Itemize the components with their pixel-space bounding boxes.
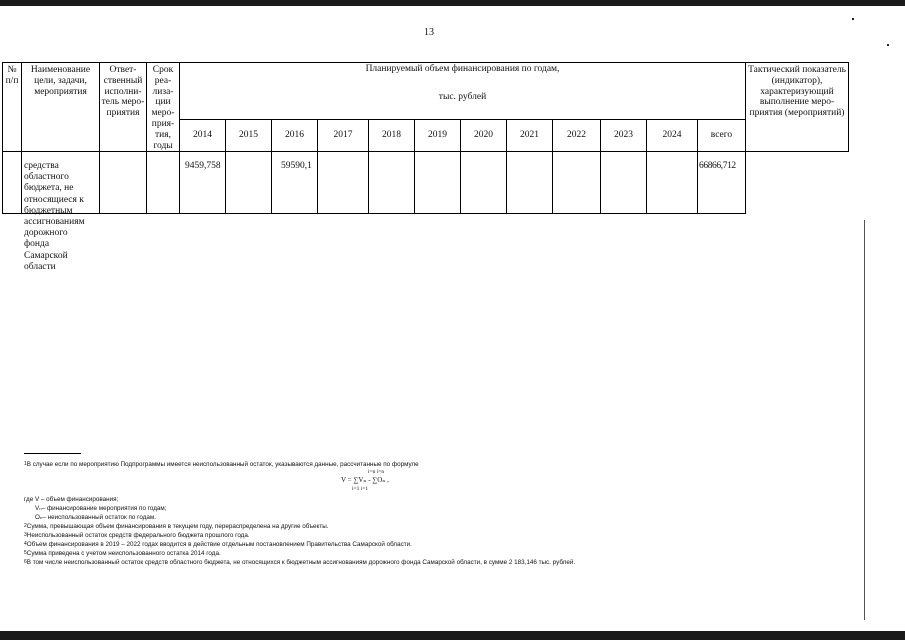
col-responsible-header: Ответ-ственный исполни-тель меро-приятия <box>100 63 147 152</box>
bottom-scan-border <box>0 631 905 640</box>
blank-cell <box>507 152 553 214</box>
col-term-header: Срок реа-лиза-ции меро-прия-тия, годы <box>147 63 180 152</box>
plan-title: Планируемый объем финансирования по годам, <box>180 63 746 92</box>
year-header: 2016 <box>272 120 318 152</box>
formula-vn-definition: Vₙ– финансирование мероприятия по годам; <box>35 505 167 512</box>
col-name-header: Наименование цели, задачи, мероприятия <box>22 63 100 152</box>
year-header: 2015 <box>226 120 272 152</box>
scan-speck <box>852 18 854 20</box>
value-2016: 59590,1 <box>281 161 312 171</box>
footnote-5: $^5$Сумма приведена с учетом неиспользованного остатка 2014 года. <box>24 550 221 557</box>
year-header: 2023 <box>601 120 647 152</box>
formula-on-definition: Oₙ– неиспользованный остаток по годам. <box>35 514 156 521</box>
year-header: 2021 <box>507 120 553 152</box>
year-header: 2018 <box>369 120 415 152</box>
footnote-4: $^4$Объем финансирования в 2019 – 2022 годах вводится в действие отдельным постановлением Правительства Самарской области. <box>24 541 412 548</box>
blank-cell <box>601 152 647 214</box>
blank-cell <box>647 152 698 214</box>
year-header: 2017 <box>318 120 369 152</box>
page-number: 13 <box>424 27 434 38</box>
col-indicator-header: Тактический показатель (индикатор), характеризующий выполнение меро-приятия (мероприятий) <box>746 63 849 152</box>
footnote-2: $^2$Сумма, превышающая объем финансирования в текущем году, перераспределена на другие объекты. <box>24 523 329 530</box>
scan-edge-line <box>864 220 865 620</box>
blank-cell <box>461 152 507 214</box>
blank-cell <box>369 152 415 214</box>
footnote-6: $^6$В том числе неиспользованный остаток средств областного бюджета, не относящихся к бюджетным ассигнованиям дорожного фонда Самарской области, в сумме 2 183,146 тыс. рублей. <box>24 559 576 566</box>
year-header: 2022 <box>553 120 601 152</box>
formula-where: где V – объем финансирования; <box>24 496 119 503</box>
total-header: всего <box>698 120 746 152</box>
year-header: 2019 <box>415 120 461 152</box>
blank-cell <box>3 152 22 214</box>
plan-unit: тыс. рублей <box>180 91 746 120</box>
year-header: 2020 <box>461 120 507 152</box>
footnote-separator <box>24 453 81 454</box>
blank-cell <box>100 152 147 214</box>
blank-cell <box>147 152 180 214</box>
col-num-header: № п/п <box>3 63 22 152</box>
row-funding-source: средства областного бюджета, не относящиеся к бюджетным ассигнованиям дорожного фонда Самарской области <box>24 161 85 272</box>
footnote-1: $^1$В случае если по мероприятию Подпрограммы имеется неиспользованный остаток, указываются данные, рассчитанные по формуле <box>24 461 419 468</box>
blank-cell <box>553 152 601 214</box>
formula-upper-limits: i=n i=n <box>368 469 385 475</box>
blank-cell <box>415 152 461 214</box>
blank-cell <box>318 152 369 214</box>
value-total: 66866,712 <box>699 161 736 171</box>
financing-table-header <box>2 62 849 214</box>
formula-lower-limits: i=1 i=1 <box>352 486 369 492</box>
scan-speck <box>887 44 889 46</box>
blank-cell <box>226 152 272 214</box>
footnote-3: $^3$Неиспользованный остаток средств федерального бюджета прошлого года. <box>24 532 250 539</box>
formula: V = ∑Vₙ - ∑Oₙ , <box>341 476 389 484</box>
top-scan-border <box>0 0 905 6</box>
year-header: 2014 <box>180 120 226 152</box>
year-header: 2024 <box>647 120 698 152</box>
value-2014: 9459,758 <box>185 161 221 171</box>
